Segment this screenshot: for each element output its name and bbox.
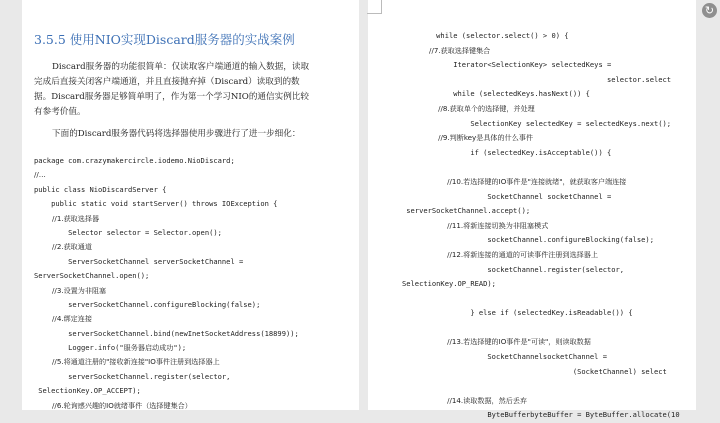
code-line: ServerSocketChannel serverSocketChannel = bbox=[34, 256, 244, 266]
code-line: while (selectedKeys.hasNext()) { bbox=[402, 89, 590, 99]
code-line: //11.将新连接切换为非阻塞模式 bbox=[402, 220, 549, 230]
code-line bbox=[402, 321, 680, 336]
code-line: //2.获取通道 bbox=[34, 242, 92, 252]
code-line bbox=[402, 160, 680, 175]
lead-paragraph: 下面的Discard服务器代码将选择器使用步骤进行了进一步细化： bbox=[52, 129, 301, 139]
right-page bbox=[368, 0, 696, 420]
intro-line: 有参考价值。 bbox=[34, 107, 86, 117]
code-line: serverSocketChannel.accept(); bbox=[402, 206, 531, 216]
intro-line: Discard服务器的功能很简单：仅读取客户端通道的输入数据，读取 bbox=[52, 62, 310, 72]
code-line: //10.若选择键的IO事件是"连接就绪"，就获取客户端连接 bbox=[402, 176, 627, 186]
code-line: public static void startServer() throws IOException { bbox=[34, 199, 278, 209]
refresh-icon: ↻ bbox=[704, 4, 715, 17]
code-line: Logger.info("服务器启动成功"); bbox=[34, 343, 187, 353]
code-line: SelectionKey.OP_READ); bbox=[402, 279, 496, 289]
code-line: socketChannel.configureBlocking(false); bbox=[402, 235, 654, 245]
code-line: serverSocketChannel.register(selector, bbox=[34, 371, 231, 381]
code-line: (SocketChannel) select bbox=[402, 366, 667, 376]
code-line: //8.获取单个的选择键，并处理 bbox=[402, 103, 535, 113]
code-line: Iterator<SelectionKey> selectedKeys = bbox=[402, 60, 612, 70]
code-line: //… bbox=[34, 170, 46, 180]
intro-paragraph bbox=[34, 60, 324, 120]
code-line: //5.将通道注册的"接收新连接"IO事件注册到选择器上 bbox=[34, 357, 220, 367]
code-line: ServerSocketChannel.open(); bbox=[34, 271, 150, 281]
code-line: selector.select bbox=[402, 74, 672, 84]
code-line: //12.将新连接的通道的可读事件注册到选择器上 bbox=[402, 249, 598, 259]
left-page bbox=[22, 0, 359, 410]
code-line bbox=[402, 379, 680, 394]
section-heading: 3.5.5 使用NIO实现Discard服务器的实战案例 bbox=[34, 32, 295, 47]
code-line: SelectionKey selectedKey = selectedKeys.next(); bbox=[402, 118, 672, 128]
code-line: SelectionKey.OP_ACCEPT); bbox=[34, 386, 141, 396]
code-line: SocketChannelsocketChannel = bbox=[402, 352, 607, 362]
code-line: //14.读取数据，然后丢弃 bbox=[402, 395, 528, 405]
code-line: public class NioDiscardServer { bbox=[34, 184, 167, 194]
code-line bbox=[402, 292, 680, 307]
code-line: serverSocketChannel.configureBlocking(false); bbox=[34, 299, 261, 309]
code-line: //6.轮询感兴趣的IO就绪事件（选择键集合） bbox=[34, 400, 192, 410]
code-line: serverSocketChannel.bind(newInetSocketAddress(18899)); bbox=[34, 328, 299, 338]
code-line: } else if (selectedKey.isReadable()) { bbox=[402, 308, 633, 318]
code-line: while (selector.select() > 0) { bbox=[402, 31, 569, 40]
code-line: Selector selector = Selector.open(); bbox=[34, 227, 222, 237]
code-line: socketChannel.register(selector, bbox=[402, 264, 625, 274]
code-block-right bbox=[402, 29, 680, 423]
intro-line: 完成后直接关闭客户端通道，并且直接抛弃掉（Discard）读取到的数 bbox=[34, 77, 300, 87]
code-line: SocketChannel socketChannel = bbox=[402, 191, 612, 201]
code-line: //13.若选择键的IO事件是"可读"，则读取数据 bbox=[402, 337, 591, 347]
page-corner-mark bbox=[367, 0, 382, 14]
code-line: //3.设置为非阻塞 bbox=[34, 285, 107, 295]
code-line: package com.crazymakercircle.iodemo.NioDiscard; bbox=[34, 156, 235, 165]
intro-line: 据。Discard服务器足够简单明了，作为第一个学习NIO的通信实例比较 bbox=[34, 92, 309, 102]
code-line: //9.判断key是具体的什么事件 bbox=[402, 133, 533, 143]
code-line: if (selectedKey.isAcceptable()) { bbox=[402, 147, 612, 157]
code-line: //1.获取选择器 bbox=[34, 213, 100, 223]
code-line: //7.获取选择键集合 bbox=[402, 45, 491, 55]
refresh-button[interactable] bbox=[702, 3, 717, 18]
code-line: //4.绑定连接 bbox=[34, 314, 92, 324]
code-line: ByteBufferbyteBuffer = ByteBuffer.allocate(10 bbox=[402, 410, 680, 420]
code-block-left bbox=[34, 154, 299, 413]
